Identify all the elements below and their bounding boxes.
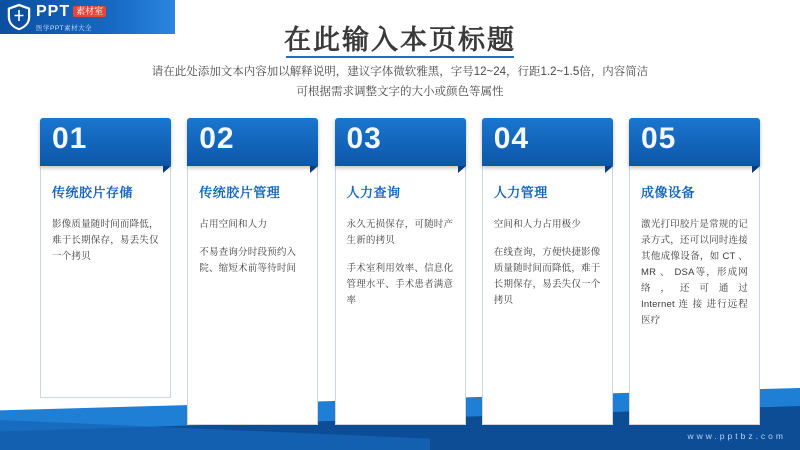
- column-card-04: [482, 166, 613, 425]
- column-body: [52, 217, 159, 265]
- number-tab-03: [335, 118, 466, 166]
- column-group: [40, 118, 760, 425]
- logo-brand: PPT: [36, 2, 71, 20]
- column-body: [347, 217, 454, 309]
- column-card-05: [629, 166, 760, 425]
- number-tab-04: [482, 118, 613, 166]
- footer-watermark: www.pptbz.com: [687, 431, 786, 441]
- column-card-03: [335, 166, 466, 425]
- subtitle-line-1: 请在此处添加文本内容加以解释说明，建议字体微软雅黑，字号12~24，行距1.2~1.5倍，内容简洁: [151, 66, 649, 78]
- column-paragraph: 影像质量随时间而降低，难于长期保存，易丢失仅一个拷贝: [52, 219, 159, 262]
- column-heading: 人力管理: [493, 185, 548, 200]
- column-number: 04: [493, 122, 530, 155]
- page-subtitle: [0, 62, 800, 102]
- column-heading: 成像设备: [641, 185, 696, 200]
- number-tab-02: [187, 118, 318, 166]
- logo-badge: 素材室: [73, 6, 106, 17]
- column-body: [641, 217, 748, 329]
- column-paragraph: 占用空间和人力: [199, 219, 268, 230]
- tab-fold-corner: [163, 166, 171, 173]
- column-card-02: [187, 166, 318, 425]
- column-body: [199, 217, 306, 277]
- column-heading: 传统胶片管理: [199, 185, 281, 200]
- column-body: [494, 217, 601, 309]
- column-paragraph: 不易查询分时段预约入院、缩短术前等待时间: [199, 247, 297, 274]
- column-04: [482, 118, 613, 425]
- column-card-01: [40, 166, 171, 398]
- column-heading: 传统胶片存储: [52, 185, 134, 200]
- column-paragraph: 在线查询，方便快捷影像质量随时间而降低，难于长期保存，易丢失仅一个拷贝: [493, 247, 601, 306]
- column-number: 02: [199, 122, 235, 155]
- column-heading: 人力查询: [346, 185, 401, 200]
- column-number: 01: [52, 122, 88, 155]
- tab-fold-corner: [752, 166, 760, 173]
- page-title: 在此输入本页标题: [284, 25, 516, 55]
- column-paragraph: 激光打印胶片是常规的记录方式，还可以同时连接其他成像设备，如 CT 、 MR 、 DSA等，形成网络 ， 还 可 通 过 Internet 连 接 进行远程医疗: [641, 219, 748, 326]
- column-05: [629, 118, 760, 425]
- subtitle-line-2: 可根据需求调整文字的大小或颜色等属性: [296, 86, 504, 98]
- number-tab-05: [629, 118, 760, 166]
- column-02: [187, 118, 318, 425]
- title-underline: [286, 56, 514, 58]
- number-tab-01: [40, 118, 171, 166]
- tab-fold-corner: [310, 166, 318, 173]
- column-number: 05: [641, 122, 677, 155]
- tab-fold-corner: [458, 166, 466, 173]
- column-number: 03: [346, 122, 382, 155]
- column-paragraph: 空间和人力占用极少: [493, 219, 582, 230]
- tab-fold-corner: [605, 166, 613, 173]
- column-paragraph: 永久无损保存，可随时产生新的拷贝: [346, 219, 454, 246]
- logo-subtitle: 医学PPT素材大全: [36, 24, 93, 32]
- column-paragraph: 手术室利用效率、信息化管理水平、手术患者满意率: [346, 263, 454, 306]
- column-03: [335, 118, 466, 425]
- column-01: [40, 118, 171, 425]
